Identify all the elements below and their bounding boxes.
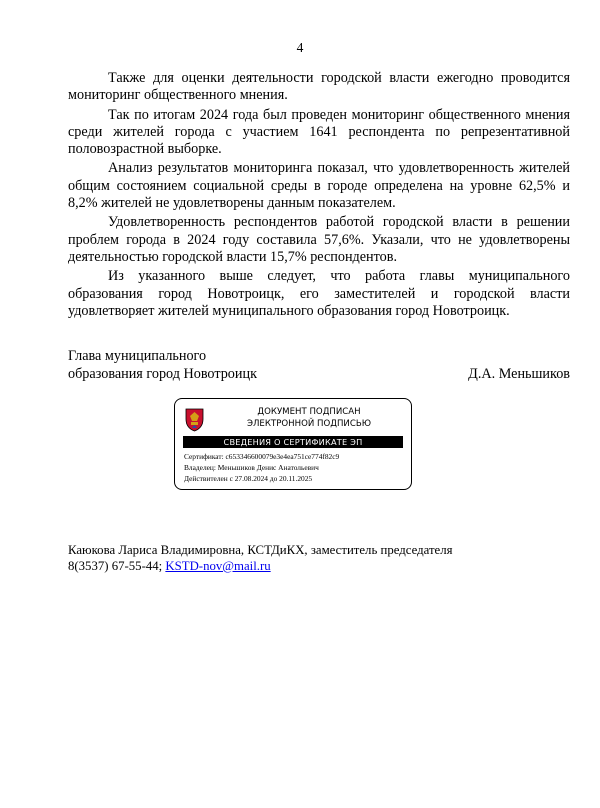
signer-name: Д.А. Меньшиков <box>468 365 570 382</box>
certificate-info-bar: СВЕДЕНИЯ О СЕРТИФИКАТЕ ЭП <box>183 436 403 448</box>
certificate-validity: Действителен с 27.08.2024 до 20.11.2025 <box>184 474 313 483</box>
paragraph-2: Так по итогам 2024 года был проведен мониторинг общественного мнения среди жителей города с участием 1641 респондента по репрезентативной половозрастной выборке. <box>68 106 570 158</box>
stamp-title-line-2: ЭЛЕКТРОННОЙ ПОДПИСЬЮ <box>246 419 372 429</box>
position-line-2: образования город Новотроицк <box>68 365 257 382</box>
signature-block <box>68 348 570 383</box>
paragraph-3: Анализ результатов мониторинга показал, что удовлетворенность жителей общим состоянием социальной среды в городе определена на уровне 62,5% и 8,2% жителей не удовлетворены данным показателем. <box>68 160 570 212</box>
contact-info <box>68 543 453 574</box>
stamp-title-line-1: ДОКУМЕНТ ПОДПИСАН <box>257 407 361 417</box>
certificate-number: Сертификат: c653346600079e3e4ea751ce774f82c9 <box>184 452 340 461</box>
contact-email-link[interactable]: KSTD-nov@mail.ru <box>165 558 271 573</box>
paragraph-5: Из указанного выше следует, что работа главы муниципального образования город Новотроицк, его заместителей и городской власти удовлетворяет жителей муниципального образования город Новотроицк. <box>68 268 570 319</box>
contact-line-2 <box>68 559 453 575</box>
paragraph-1: Также для оценки деятельности городской власти ежегодно проводится мониторинг общественного мнения. <box>68 70 570 104</box>
certificate-owner: Владелец: Меньшиков Денис Анатольевич <box>184 463 319 472</box>
document-body <box>68 70 570 322</box>
position-line-1: Глава муниципального <box>68 348 207 364</box>
coat-of-arms-icon <box>184 407 205 432</box>
page-number: 4 <box>296 40 304 55</box>
contact-phone: 8(3537) 67-55-44; <box>68 558 163 573</box>
electronic-signature-stamp <box>174 398 412 490</box>
contact-person: Каюкова Лариса Владимировна, КСТДиКХ, заместитель председателя <box>68 543 453 557</box>
paragraph-4: Удовлетворенность респондентов работой городской власти в решении проблем города в 2024 году составила 57,6%. Указали, что не удовлетворены деятельностью городской власти 15,7% респондентов. <box>68 214 570 265</box>
stamp-title <box>211 406 407 430</box>
